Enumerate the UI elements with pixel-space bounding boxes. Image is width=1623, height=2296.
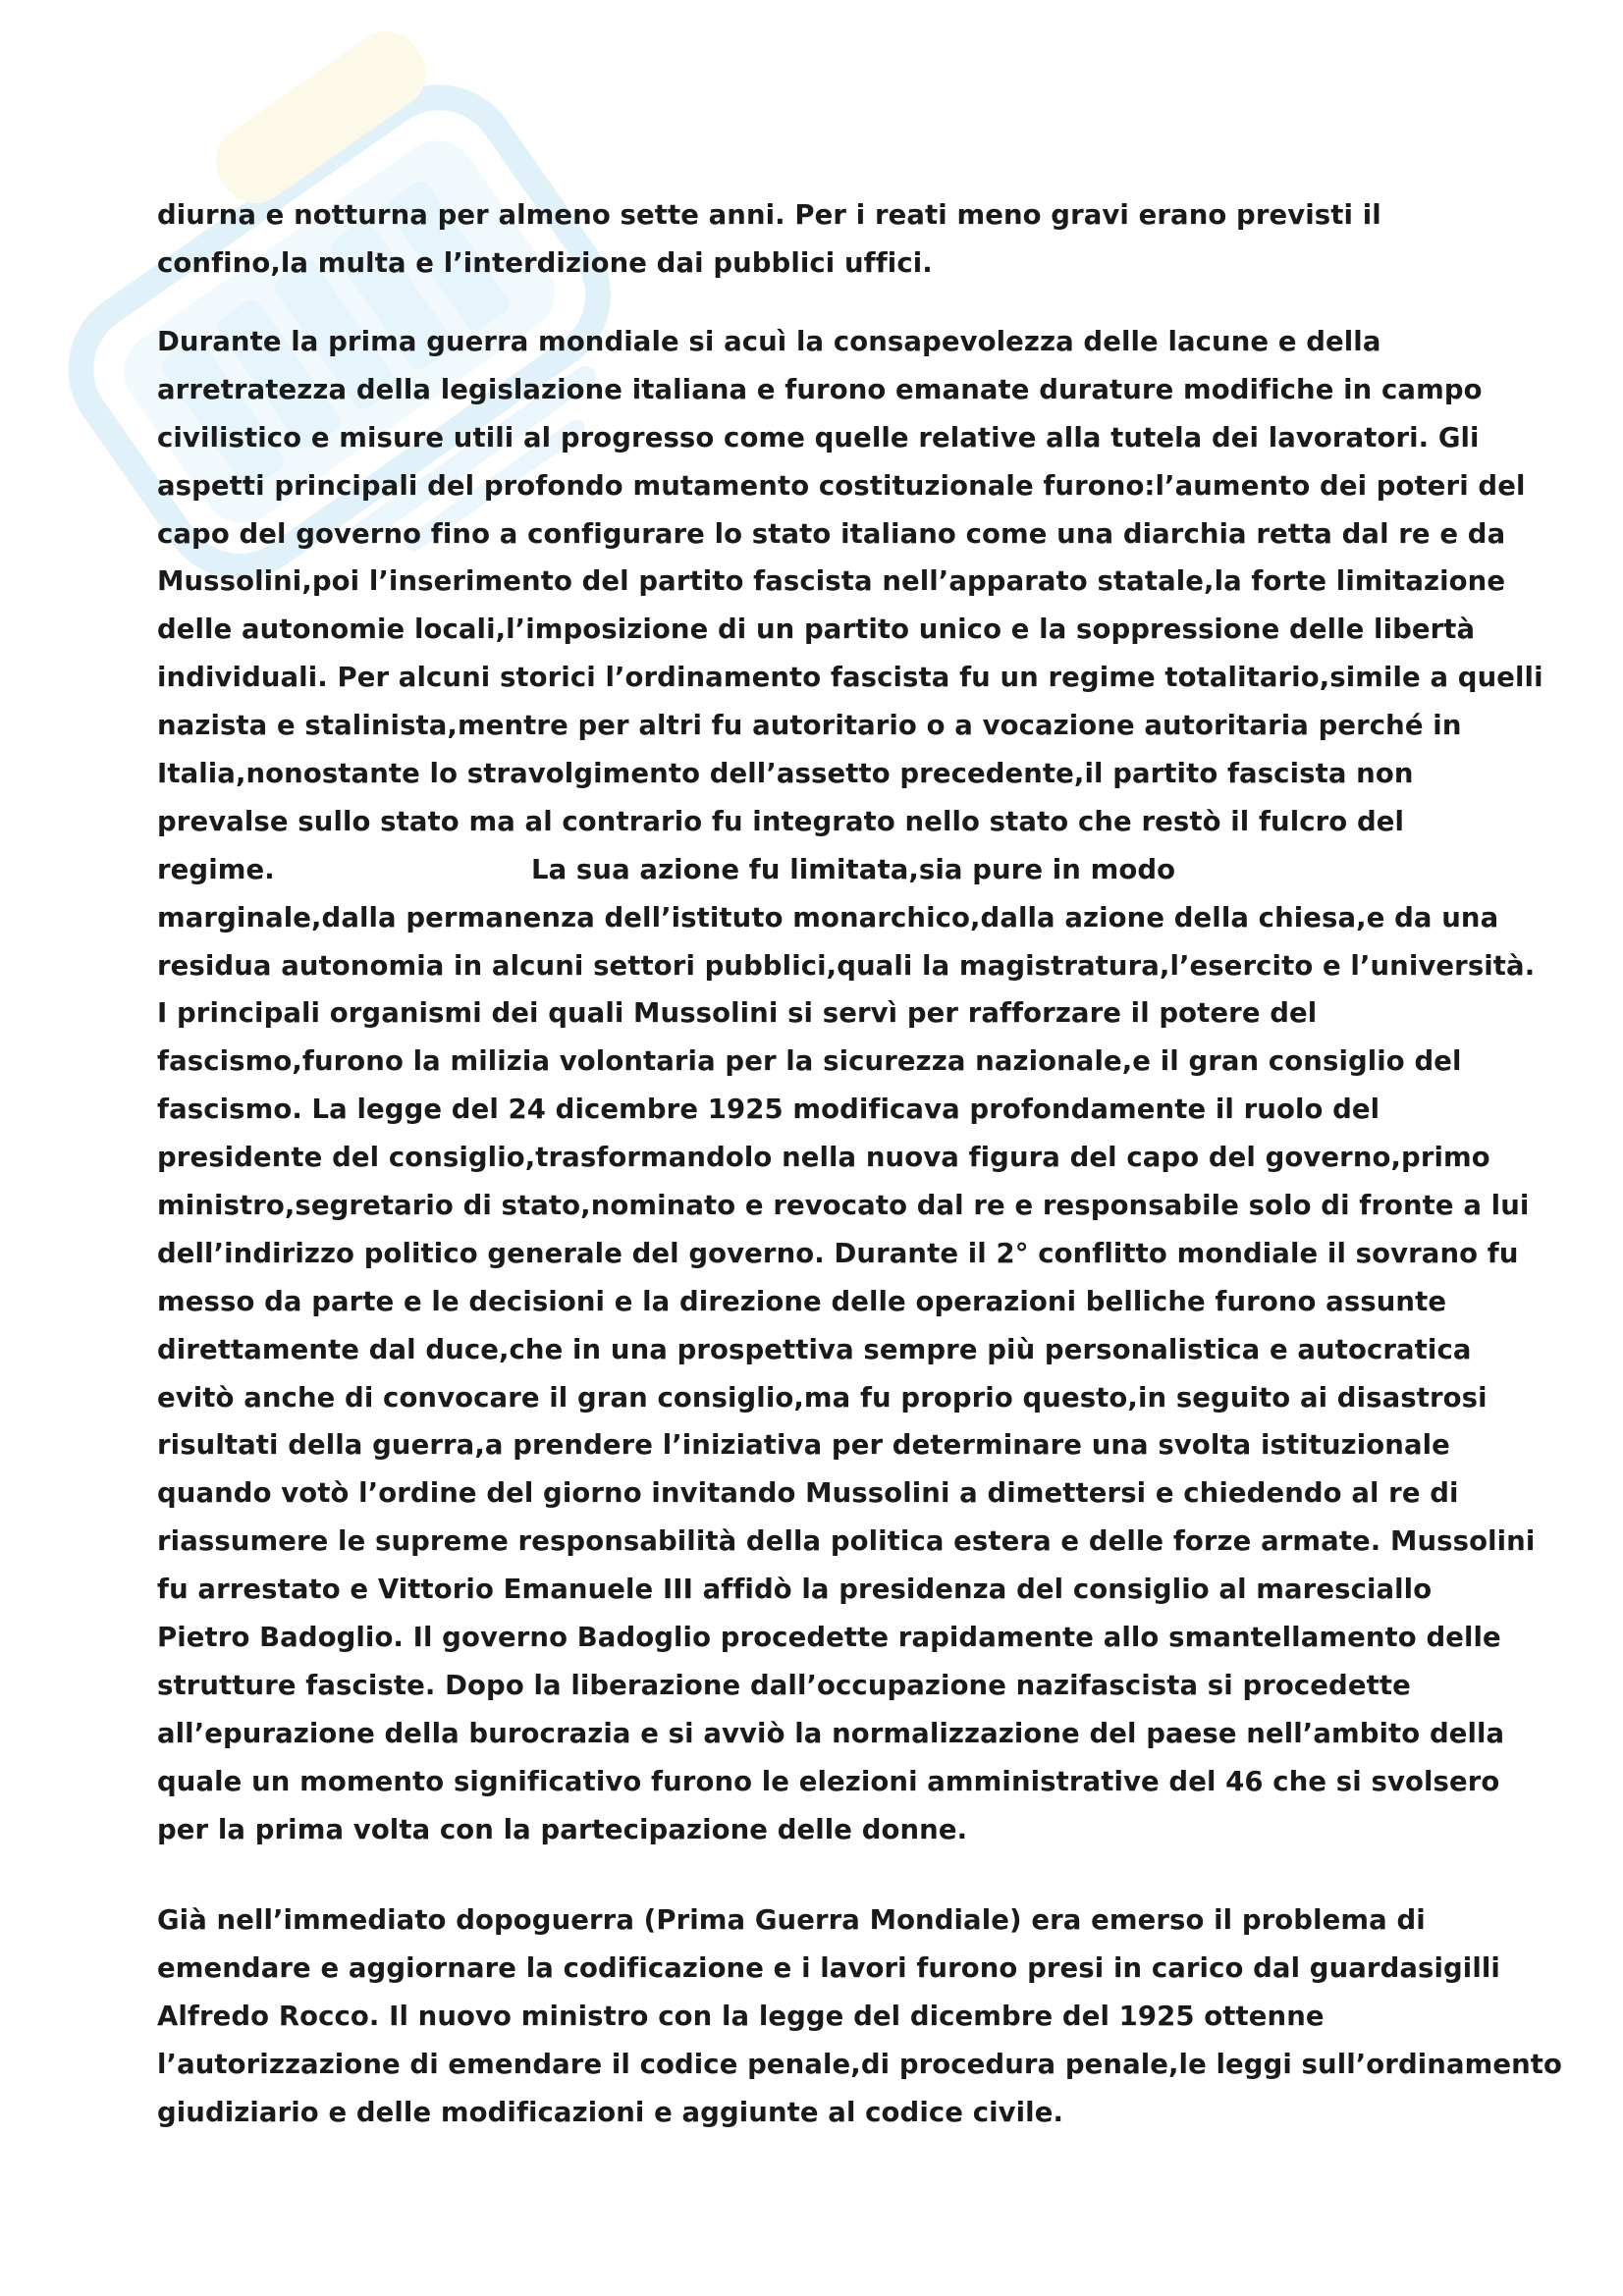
text-line: messo da parte e le decisioni e la direzione delle operazioni belliche furono assunte (157, 1285, 1447, 1317)
text-line: residua autonomia in alcuni settori pubblici,quali la magistratura,l’esercito e l’università. (157, 949, 1536, 982)
text-line: emendare e aggiornare la codificazione e i lavori furono presi in carico dal guardasigilli (157, 1951, 1500, 1984)
text-line: presidente del consiglio,trasformandolo nella nuova figura del capo del governo,primo (157, 1142, 1490, 1174)
text-line: marginale,dalla permanenza dell’istituto monarchico,dalla azione della chiesa,e da una (157, 901, 1499, 934)
text-line: diurna e notturna per almeno sette anni. Per i reati meno gravi erano previsti il (157, 199, 1381, 231)
text-line: Alfredo Rocco. Il nuovo ministro con la legge del dicembre del 1925 ottenne (157, 2000, 1325, 2032)
text-line: fascismo. La legge del 24 dicembre 1925 modificava profondamente il ruolo del (157, 1094, 1380, 1126)
text-line: Durante la prima guerra mondiale si acuì la consapevolezza delle lacune e della (157, 326, 1381, 357)
text-line: giudiziario e delle modificazioni e aggiunte al codice civile. (157, 2096, 1063, 2128)
text-line: quale un momento significativo furono le elezioni amministrative del 46 che si svolsero (157, 1765, 1500, 1797)
text-line: individuali. Per alcuni storici l’ordinamento fascista fu un regime totalitario,simile a quelli (157, 662, 1543, 694)
text-line: civilistico e misure utili al progresso come quelle relative alla tutela dei lavoratori. Gli (157, 421, 1480, 454)
text-line: l’autorizzazione di emendare il codice penale,di procedura penale,le leggi sull’ordinamento (157, 2048, 1563, 2080)
paragraph-2 (157, 318, 1543, 1854)
text-line: ministro,segretario di stato,nominato e revocato dal re e responsabile solo di fronte a lui (157, 1190, 1530, 1222)
text-line: Mussolini,poi l’inserimento del partito fascista nell’apparato statale,la forte limitazione (157, 565, 1506, 598)
text-line: strutture fasciste. Dopo la liberazione dall’occupazione nazifascista si procedette (157, 1669, 1411, 1701)
text-line: capo del governo fino a configurare lo stato italiano come una diarchia retta dal re e da (157, 517, 1506, 550)
paragraph-3 (157, 1896, 1563, 2136)
text-line: risultati della guerra,a prendere l’iniziativa per determinare una svolta istituzionale (157, 1429, 1450, 1462)
text-line: riassumere le supreme responsabilità della politica estera e delle forze armate. Mussolini (157, 1525, 1536, 1558)
text-line: regime. La sua azione fu limitata,sia pure in modo (157, 853, 1176, 885)
paragraph-1 (157, 191, 1492, 288)
text-line: Pietro Badoglio. Il governo Badoglio procedette rapidamente allo smantellamento delle (157, 1622, 1501, 1654)
text-line: prevalse sullo stato ma al contrario fu integrato nello stato che restò il fulcro del (157, 805, 1405, 837)
text-line: Già nell’immediato dopoguerra (Prima Guerra Mondiale) era emerso il problema di (157, 1904, 1426, 1936)
text-line: nazista e stalinista,mentre per altri fu autoritario o a vocazione autoritaria perché in (157, 710, 1462, 742)
text-line: quando votò l’ordine del giorno invitando Mussolini a dimettersi e chiedendo al re di (157, 1477, 1459, 1510)
text-line: Italia,nonostante lo stravolgimento dell’assetto precedente,il partito fascista non (157, 758, 1414, 790)
text-line: evitò anche di convocare il gran consiglio,ma fu proprio questo,in seguito ai disastrosi (157, 1381, 1488, 1414)
text-line: arretratezza della legislazione italiana e furono emanate durature modifiche in campo (157, 373, 1483, 405)
text-line: delle autonomie locali,l’imposizione di un partito unico e la soppressione delle libertà (157, 614, 1476, 646)
text-line: direttamente dal duce,che in una prospettiva sempre più personalistica e autocratica (157, 1333, 1472, 1365)
text-line: all’epurazione della burocrazia e si avviò la normalizzazione del paese nell’ambito della (157, 1717, 1505, 1749)
text-line: I principali organismi dei quali Mussolini si servì per rafforzare il potere del (157, 997, 1318, 1030)
text-line: aspetti principali del profondo mutamento costituzionale furono:l’aumento dei poteri del (157, 469, 1526, 502)
text-line: dell’indirizzo politico generale del governo. Durante il 2° conflitto mondiale il sovrano fu (157, 1237, 1519, 1269)
text-line: fu arrestato e Vittorio Emanuele III affidò la presidenza del consiglio al maresciallo (157, 1574, 1433, 1606)
text-line: per la prima volta con la partecipazione delle donne. (157, 1813, 968, 1845)
text-line: fascismo,furono la milizia volontaria per la sicurezza nazionale,e il gran consiglio del (157, 1045, 1462, 1078)
text-line: confino,la multa e l’interdizione dai pubblici uffici. (157, 246, 933, 279)
